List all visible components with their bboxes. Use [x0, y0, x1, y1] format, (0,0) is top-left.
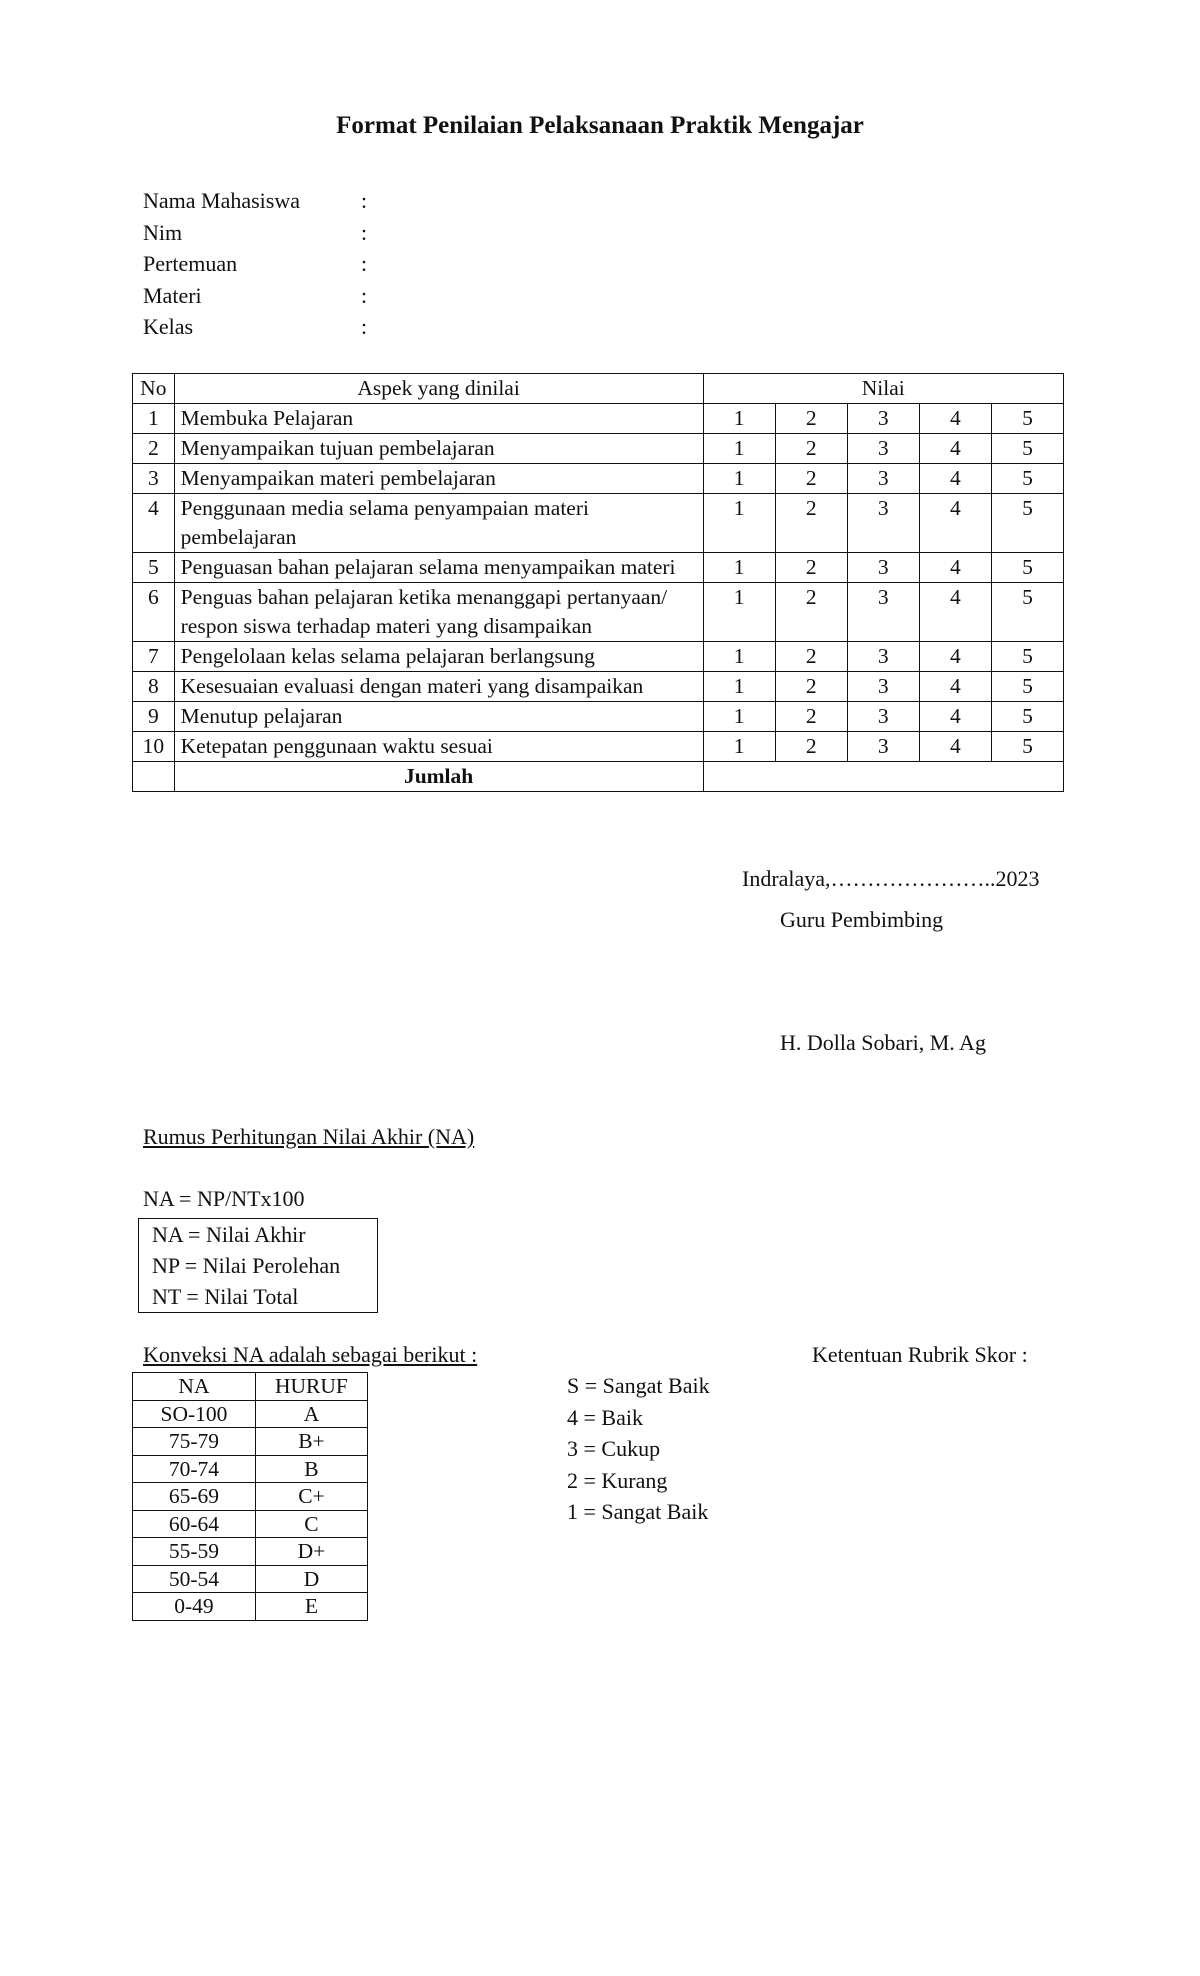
conversion-header-na: NA [133, 1373, 256, 1401]
info-row-meeting [143, 248, 367, 280]
rubric-list [567, 1370, 710, 1528]
conversion-header-letter: HURUF [255, 1373, 367, 1401]
score-cell: 5 [991, 404, 1063, 434]
score-cell: 1 [703, 494, 775, 553]
score-cell: 2 [775, 702, 847, 732]
row-aspect: Penguasan bahan pelajaran selama menyampaikan materi [174, 553, 703, 583]
score-cell: 4 [919, 494, 991, 553]
signer-role: Guru Pembimbing [780, 907, 944, 932]
student-info [143, 185, 367, 343]
info-separator: : [361, 314, 368, 339]
score-cell: 2 [775, 672, 847, 702]
table-row [133, 434, 1064, 464]
score-cell: 1 [703, 553, 775, 583]
score-cell: 4 [919, 434, 991, 464]
conversion-row [133, 1538, 368, 1566]
header-score: Nilai [703, 374, 1063, 404]
conversion-range: 60-64 [133, 1510, 256, 1538]
conversion-range: 75-79 [133, 1428, 256, 1456]
table-row [133, 732, 1064, 762]
info-row-class [143, 311, 367, 343]
legend-item: NA = Nilai Akhir [152, 1222, 306, 1247]
row-number: 6 [133, 583, 175, 642]
score-cell: 2 [775, 642, 847, 672]
info-separator: : [361, 282, 368, 308]
score-cell: 4 [919, 672, 991, 702]
info-label: Nim [143, 219, 183, 245]
score-cell: 1 [703, 642, 775, 672]
row-number: 1 [133, 404, 175, 434]
score-cell: 4 [919, 464, 991, 494]
score-cell: 2 [775, 464, 847, 494]
rubric-title: Ketentuan Rubrik Skor : [812, 1342, 1028, 1367]
score-cell: 3 [847, 672, 919, 702]
conversion-range: 55-59 [133, 1538, 256, 1566]
score-cell: 1 [703, 434, 775, 464]
score-cell: 5 [991, 434, 1063, 464]
table-row [133, 464, 1064, 494]
total-row [133, 762, 1064, 792]
score-cell: 1 [703, 464, 775, 494]
info-separator: : [361, 188, 368, 213]
conversion-table [132, 1372, 368, 1621]
score-cell: 5 [991, 642, 1063, 672]
table-row [133, 404, 1064, 434]
row-number: 8 [133, 672, 175, 702]
score-cell: 5 [991, 583, 1063, 642]
conversion-letter: D+ [255, 1538, 367, 1566]
score-cell: 3 [847, 583, 919, 642]
score-cell: 5 [991, 732, 1063, 762]
conversion-range: 0-49 [133, 1593, 256, 1621]
score-cell: 5 [991, 553, 1063, 583]
total-value [703, 762, 1063, 792]
info-separator: : [361, 219, 368, 245]
row-aspect: Pengelolaan kelas selama pelajaran berlangsung [174, 642, 703, 672]
rubric-item: 1 = Sangat Baik [567, 1499, 709, 1524]
row-aspect: Menyampaikan materi pembelajaran [174, 464, 703, 494]
info-label: Kelas [143, 314, 194, 339]
score-cell: 3 [847, 642, 919, 672]
score-cell: 4 [919, 732, 991, 762]
info-row-material [143, 280, 367, 312]
formula-legend [138, 1218, 378, 1313]
row-aspect: Menutup pelajaran [174, 702, 703, 732]
score-cell: 3 [847, 434, 919, 464]
score-cell: 1 [703, 702, 775, 732]
rubric-item: 4 = Baik [567, 1404, 643, 1430]
score-cell: 3 [847, 464, 919, 494]
score-cell: 5 [991, 702, 1063, 732]
score-cell: 2 [775, 494, 847, 553]
info-separator: : [361, 251, 368, 276]
row-number: 5 [133, 553, 175, 583]
info-label: Nama Mahasiswa [143, 188, 301, 213]
place-date: Indralaya,…………………..2023 [742, 866, 1040, 891]
row-aspect: Menyampaikan tujuan pembelajaran [174, 434, 703, 464]
header-aspect: Aspek yang dinilai [174, 374, 703, 404]
score-cell: 5 [991, 494, 1063, 553]
page-title: Format Penilaian Pelaksanaan Praktik Mengajar [336, 112, 864, 139]
conversion-header-row [133, 1373, 368, 1401]
table-row [133, 583, 1064, 642]
conversion-row [133, 1510, 368, 1538]
score-cell: 1 [703, 404, 775, 434]
table-row [133, 702, 1064, 732]
conversion-title: Konveksi NA adalah sebagai berikut : [143, 1342, 478, 1367]
conversion-range: 65-69 [133, 1483, 256, 1511]
conversion-row [133, 1428, 368, 1456]
score-cell: 1 [703, 732, 775, 762]
conversion-letter: D [255, 1565, 367, 1593]
info-label: Materi [143, 282, 202, 308]
table-row [133, 672, 1064, 702]
row-number: 9 [133, 702, 175, 732]
info-label: Pertemuan [143, 251, 238, 276]
conversion-row [133, 1565, 368, 1593]
conversion-letter: B [255, 1455, 367, 1483]
score-cell: 4 [919, 702, 991, 732]
row-number: 4 [133, 494, 175, 553]
score-cell: 2 [775, 583, 847, 642]
rubric-item: 2 = Kurang [567, 1467, 668, 1493]
score-cell: 4 [919, 404, 991, 434]
score-cell: 2 [775, 404, 847, 434]
score-cell: 4 [919, 553, 991, 583]
row-aspect: Penguas bahan pelajaran ketika menanggapi pertanyaan/ respon siswa terhadap materi yang disampaikan [174, 583, 703, 642]
header-no: No [133, 374, 175, 404]
row-number: 7 [133, 642, 175, 672]
score-cell: 3 [847, 732, 919, 762]
row-number: 10 [133, 732, 175, 762]
rubric-item: S = Sangat Baik [567, 1373, 710, 1398]
total-label: Jumlah [174, 762, 703, 792]
score-cell: 1 [703, 583, 775, 642]
score-cell: 3 [847, 702, 919, 732]
conversion-letter: A [255, 1400, 367, 1428]
conversion-letter: E [255, 1593, 367, 1621]
conversion-row [133, 1483, 368, 1511]
score-cell: 2 [775, 732, 847, 762]
conversion-letter: C [255, 1510, 367, 1538]
legend-item: NP = Nilai Perolehan [152, 1253, 341, 1278]
formula-title: Rumus Perhitungan Nilai Akhir (NA) [143, 1124, 475, 1149]
conversion-letter: C+ [255, 1483, 367, 1511]
row-number: 3 [133, 464, 175, 494]
table-row [133, 494, 1064, 553]
score-cell: 2 [775, 434, 847, 464]
info-row-name [143, 185, 367, 217]
conversion-row [133, 1593, 368, 1621]
info-row-nim [143, 217, 367, 249]
row-aspect: Kesesuaian evaluasi dengan materi yang disampaikan [174, 672, 703, 702]
row-number: 2 [133, 434, 175, 464]
signer-name: H. Dolla Sobari, M. Ag [780, 1030, 986, 1055]
score-cell: 4 [919, 642, 991, 672]
score-cell: 3 [847, 494, 919, 553]
row-aspect: Ketepatan penggunaan waktu sesuai [174, 732, 703, 762]
score-cell: 5 [991, 464, 1063, 494]
conversion-range: SO-100 [133, 1400, 256, 1428]
conversion-range: 70-74 [133, 1455, 256, 1483]
row-aspect: Membuka Pelajaran [174, 404, 703, 434]
formula-expression: NA = NP/NTx100 [143, 1186, 305, 1211]
conversion-row [133, 1455, 368, 1483]
row-aspect: Penggunaan media selama penyampaian materi pembelajaran [174, 494, 703, 553]
legend-item: NT = Nilai Total [152, 1284, 299, 1309]
conversion-letter: B+ [255, 1428, 367, 1456]
score-cell: 4 [919, 583, 991, 642]
conversion-range: 50-54 [133, 1565, 256, 1593]
rubric-item: 3 = Cukup [567, 1436, 661, 1461]
assessment-header-row [133, 374, 1064, 404]
score-cell: 2 [775, 553, 847, 583]
table-row [133, 642, 1064, 672]
conversion-row [133, 1400, 368, 1428]
score-cell: 3 [847, 553, 919, 583]
score-cell: 5 [991, 672, 1063, 702]
score-cell: 3 [847, 404, 919, 434]
total-blank [133, 762, 175, 792]
assessment-table [132, 373, 1064, 792]
score-cell: 1 [703, 672, 775, 702]
table-row [133, 553, 1064, 583]
